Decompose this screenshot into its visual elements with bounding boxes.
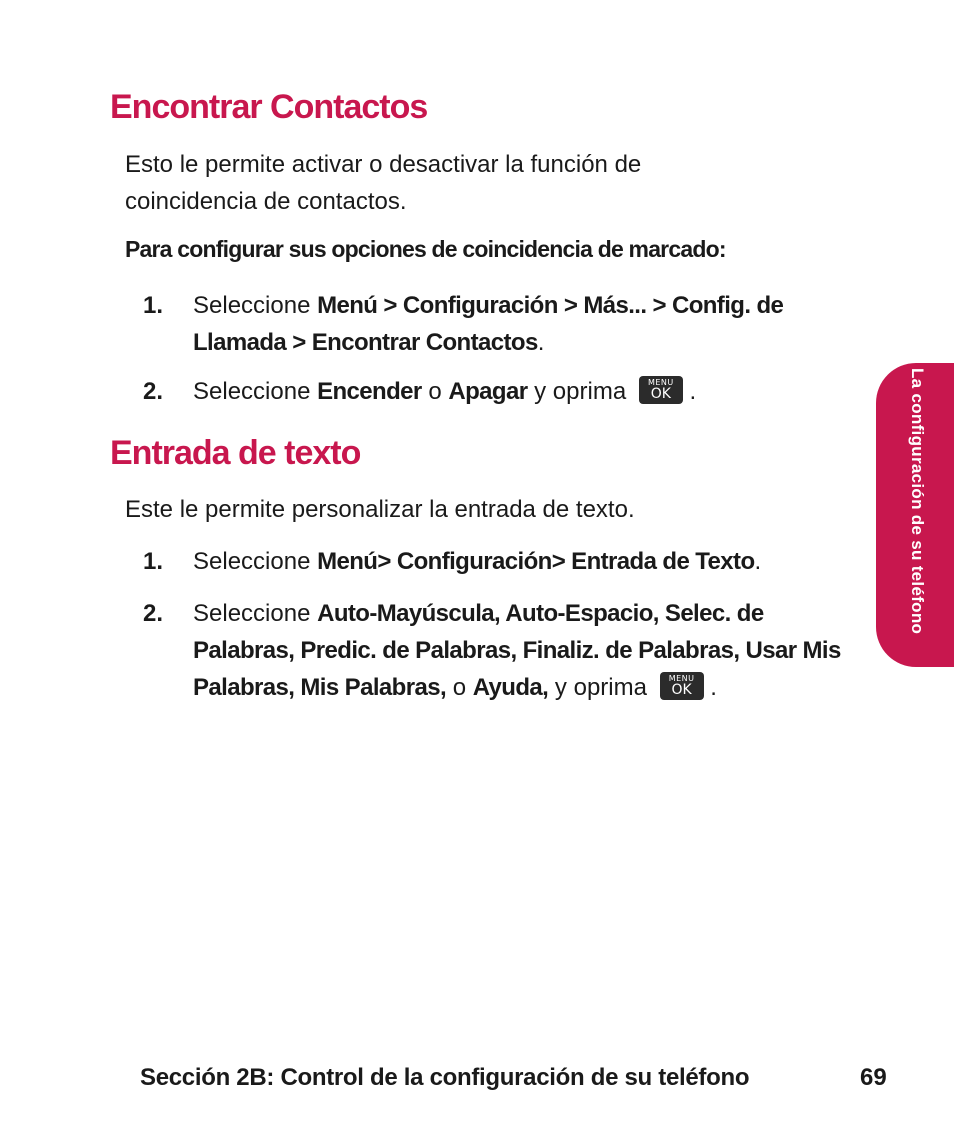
period: . [710,674,717,701]
step-prefix: Seleccione [193,600,311,627]
option-ayuda: Ayuda, [472,674,549,701]
step-number: 2. [143,600,164,627]
step-suffix: y oprima [534,378,627,405]
period: . [537,329,545,356]
period: . [689,378,697,405]
intro-line: coincidencia de contactos. [125,188,407,215]
step-number: 1. [143,548,164,575]
key-label-bottom: OK [671,681,692,698]
menu-ok-key-icon [660,672,704,700]
option-apagar: Apagar [448,378,528,405]
key-label-top: MENU [668,673,695,683]
step-number: 1. [143,292,164,319]
intro-paragraph [125,146,641,220]
step-text [193,595,873,706]
option-list: Palabras, Mis Palabras, [193,674,447,701]
option-encender: Encender [317,378,422,405]
menu-ok-key-icon [639,376,683,404]
menu-path: Menú > Configuración > Más... > Config. de [317,292,784,319]
key-label-top: MENU [647,377,674,387]
connector: o [452,674,467,701]
key-label-bottom: OK [650,385,671,402]
step-text [193,543,873,580]
procedure-subheading: Para configurar sus opciones de coincidencia de marcado: [125,236,726,262]
menu-path: Menú> Configuración> Entrada de Texto [317,548,755,575]
section-title-encontrar-contactos: Encontrar Contactos [110,88,428,126]
section-title-entrada-de-texto: Entrada de texto [110,434,361,472]
side-tab-label: La configuración de su teléfono [908,368,927,635]
period: . [754,548,762,575]
menu-path: Llamada > Encontrar Contactos [193,329,538,356]
option-list: Palabras, Predic. de Palabras, Finaliz. de Palabras, Usar Mis [193,637,841,664]
step-number: 2. [143,378,164,405]
page-number: 69 [860,1064,887,1091]
step-prefix: Seleccione [193,378,311,405]
step-prefix: Seleccione [193,292,311,319]
intro-paragraph: Este le permite personalizar la entrada de texto. [125,496,635,523]
step-text [193,287,873,361]
footer-section-title: Sección 2B: Control de la configuración de su teléfono [140,1064,750,1091]
step-prefix: Seleccione [193,548,311,575]
step-text [193,373,873,410]
connector: o [428,378,442,405]
option-list: Auto-Mayúscula, Auto-Espacio, Selec. de [317,600,764,627]
intro-line: Esto le permite activar o desactivar la función de [125,151,642,178]
step-suffix: y oprima [554,674,647,701]
